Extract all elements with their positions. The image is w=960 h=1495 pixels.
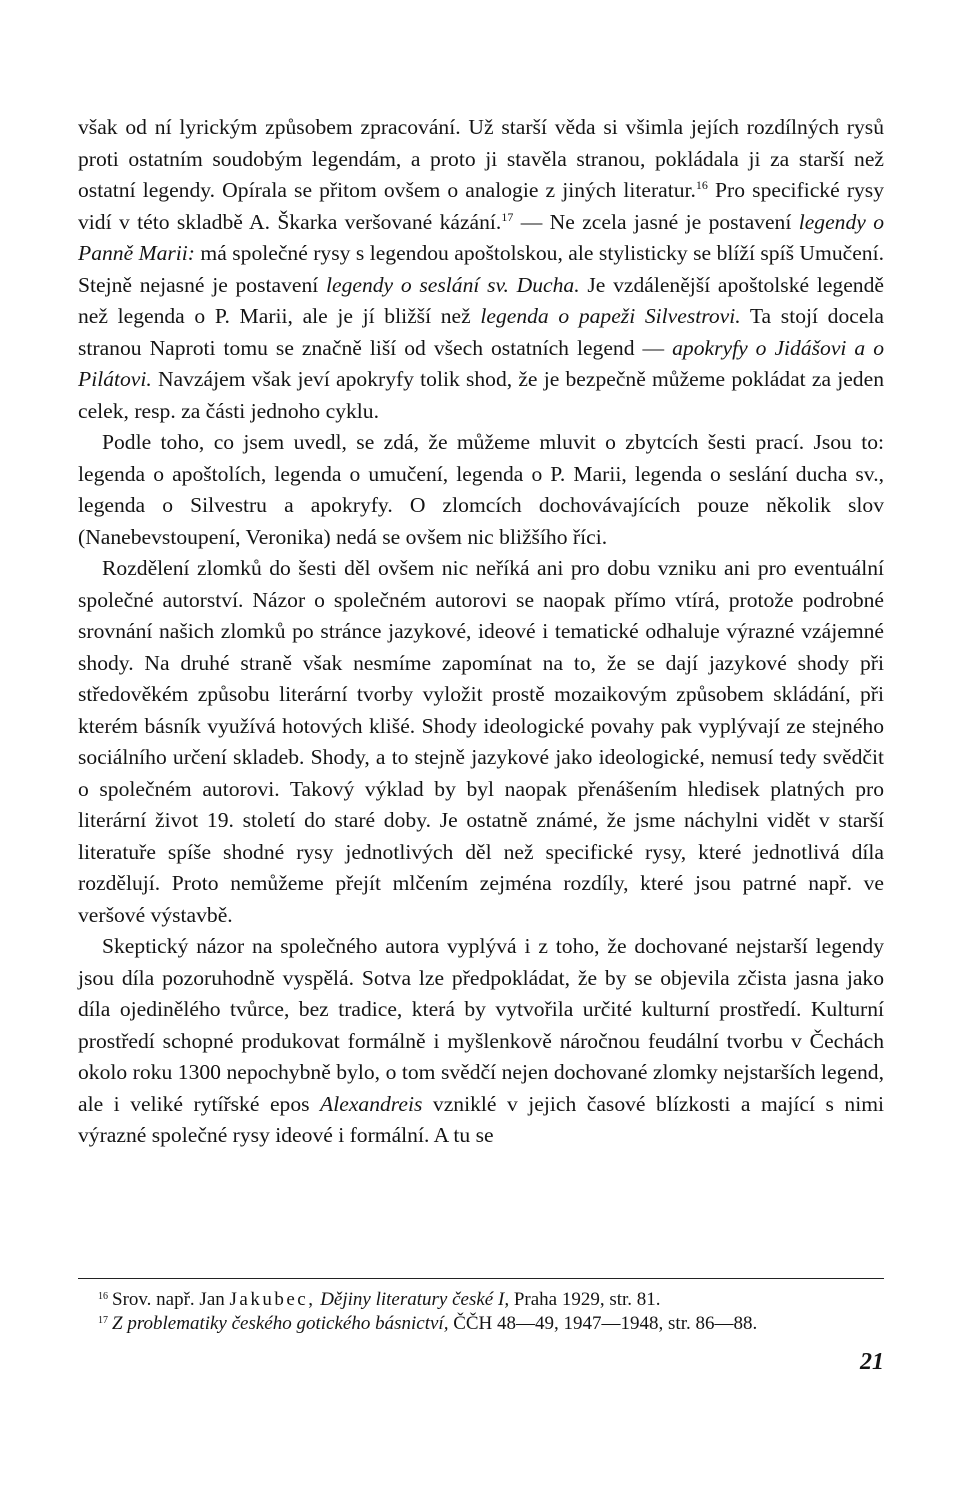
text-run: má společné rysy s legendou apoštolskou, ale stylisticky se blíží spíš Umučení. Stejně nejasné je postavení bbox=[78, 241, 884, 297]
footnote-title: Dějiny literatury české I, bbox=[320, 1289, 510, 1310]
footnote-number: 17 bbox=[98, 1315, 108, 1326]
italic-title: legendy o seslání sv. Ducha. bbox=[326, 272, 580, 297]
italic-title: legendy o Panně Marii: bbox=[78, 209, 885, 265]
footnote-16 bbox=[98, 1288, 884, 1312]
footnotes bbox=[98, 1288, 884, 1336]
footnote-title: Z problematiky českého gotického básnictví, bbox=[112, 1313, 449, 1334]
main-text bbox=[78, 112, 884, 1152]
footnote-author: Jakubec, bbox=[229, 1289, 316, 1310]
footnote-divider bbox=[78, 1278, 884, 1279]
footnote-ref-16[interactable]: 16 bbox=[695, 178, 708, 192]
footnote-text: Srov. např. Jan bbox=[112, 1289, 230, 1310]
text-run: Pro specifické rysy vidí v této skladbě A. Škarka veršované kázání. bbox=[78, 178, 885, 234]
text-run: Skeptický názor na společného autora vyplývá i z toho, že dochované nejstarší legendy jsou díla pozoruhodně vyspělá. Sotva lze předpokládat, že by se objevila zčista jasna jako díla ojedinělého tvůrce, bez tradice, která by vytvořila určité kulturní prostředí. Kulturní prostředí schopné produkovat formálně i myšlenkově náročnou feudální tvorbu v Čechách okolo roku 1300 nepochybně bylo, o tom svědčí nejen dochované zlomky nejstarších legend, ale i veliké rytířské epos bbox=[78, 934, 884, 1116]
paragraph-3: Rozdělení zlomků do šesti děl ovšem nic neříká ani pro dobu vzniku ani pro eventuální společné autorství. Názor o společném autorovi se naopak přímo vtírá, protože podrobné srovnání našich zlomků po stránce jazykové, ideové i tematické odhaluje výrazné vzájemné shody. Na druhé straně však nesmíme zapomínat na to, že se dají jazykové shody při středověkém způsobu literární tvorby vyložit prostě mozaikovým způsobem skládání, při kterém básník využívá hotových klišé. Shody ideologické povahy pak vyplývají ze stejného sociálního určení skladeb. Shody, a to stejně jazykové jako ideologické, nemusí tedy svědčit o společném autorovi. Takový výklad by byl naopak přenášením hledisek platných pro literární život 19. století do staré doby. Je ostatně známé, že jsme náchylni vidět v starší literatuře spíše shodné rysy jednotlivých děl než specifické rysy, které jednotlivá díla rozdělují. Proto nemůžeme přejít mlčením zejména rozdíly, které jsou patrné např. ve veršové výstavbě. bbox=[78, 556, 884, 927]
text-run: Ta stojí docela stranou Naproti tomu se značně liší od všech ostatních legend — bbox=[78, 304, 884, 360]
footnote-ref-17[interactable]: 17 bbox=[501, 209, 514, 224]
footnote-text: ČČH 48—49, 1947—1948, str. 86—88. bbox=[448, 1313, 758, 1334]
text-run: — Ne zcela jasné je postavení bbox=[513, 209, 799, 234]
italic-title: legenda o papeži Silvestrovi. bbox=[480, 304, 741, 328]
paragraph-4 bbox=[78, 931, 884, 1152]
text-run: vzniklé v jejich časové blízkosti a mající s nimi výrazné společné rysy ideové i formální. A tu se bbox=[78, 1091, 884, 1147]
footnote-number: 16 bbox=[98, 1291, 108, 1302]
footnote-text: Praha 1929, str. 81. bbox=[509, 1289, 661, 1310]
text-run: však od ní lyrickým způsobem zpracování. Už starší věda si všimla jejích rozdílných rysů proti ostatním soudobým legendám, a proto ji stavěla stranou, pokládala ji za starší než ostatní legendy. Opírala se přitom ovšem o analogie z jiných literatur. bbox=[78, 115, 884, 202]
italic-title: Alexandreis bbox=[320, 1091, 423, 1116]
italic-title: apokryfy o Jidášovi a o Pilátovi. bbox=[78, 335, 885, 391]
text-run: Navzájem však jeví apokryfy tolik shod, že je bezpečně můžeme pokládat za jeden celek, resp. za části jednoho cyklu. bbox=[78, 367, 884, 423]
page-number: 21 bbox=[860, 1349, 884, 1375]
text-run: Je vzdálenější apoštolské legendě než legenda o P. Marii, ale je jí bližší než bbox=[78, 272, 884, 328]
footnote-17 bbox=[98, 1312, 884, 1336]
paragraph-2: Podle toho, co jsem uvedl, se zdá, že můžeme mluvit o zbytcích šesti prací. Jsou to: legenda o apoštolích, legenda o umučení, legenda o P. Marii, legenda o seslání ducha sv., legenda o Silvestru a apokryfy. O zlomcích dochovávajících pouze několik slov (Nanebevstoupení, Veronika) nedá se ovšem nic bližšího říci. bbox=[78, 430, 884, 549]
paragraph-1 bbox=[78, 112, 884, 427]
